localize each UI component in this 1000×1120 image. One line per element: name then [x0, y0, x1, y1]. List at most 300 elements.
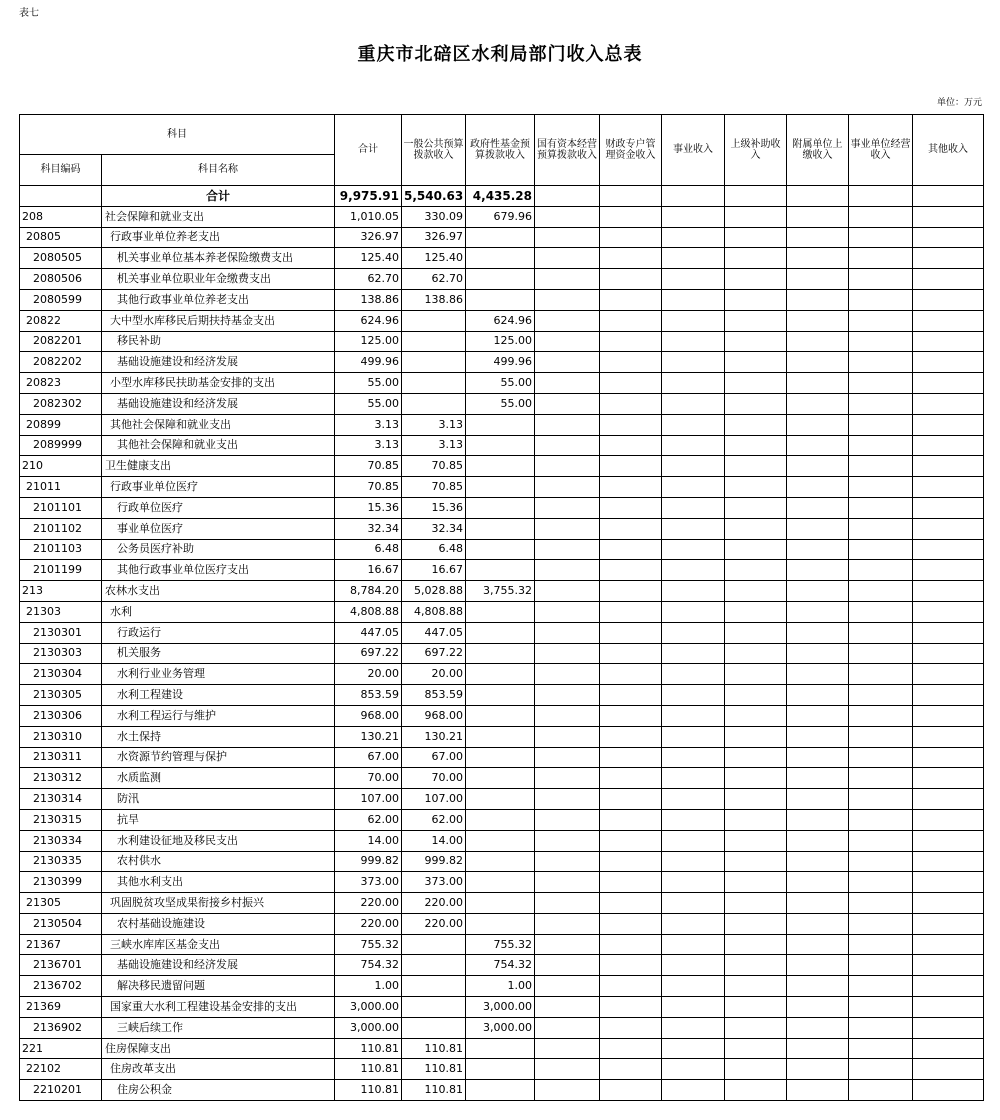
total-cell: 853.59: [335, 685, 402, 706]
name-cell: 农村基础设施建设: [102, 913, 335, 934]
empty-cell: [913, 414, 984, 435]
fund-cell: [466, 1038, 535, 1059]
empty-cell: [913, 997, 984, 1018]
name-cell: 基础设施建设和经济发展: [102, 955, 335, 976]
empty-cell: [787, 435, 849, 456]
empty-cell: [725, 809, 787, 830]
table-row: [20, 685, 984, 706]
empty-cell: [913, 373, 984, 394]
table-row: [20, 643, 984, 664]
total-cell: 4,808.88: [335, 601, 402, 622]
total-cell: 3.13: [335, 414, 402, 435]
fund-cell: 125.00: [466, 331, 535, 352]
code-cell: 2136702: [20, 976, 102, 997]
empty-cell: [600, 934, 662, 955]
empty-cell: [787, 622, 849, 643]
empty-cell: [535, 248, 600, 269]
code-cell: 2080505: [20, 248, 102, 269]
name-cell: 社会保障和就业支出: [102, 206, 335, 227]
table-row: [20, 248, 984, 269]
empty-cell: [725, 1017, 787, 1038]
fund-cell: [466, 477, 535, 498]
general-cell: [402, 997, 466, 1018]
empty-cell: [662, 872, 725, 893]
fund-cell: [466, 539, 535, 560]
code-cell: 2130301: [20, 622, 102, 643]
fund-cell: [466, 560, 535, 581]
empty-cell: [662, 809, 725, 830]
empty-cell: [600, 186, 662, 207]
total-cell: 107.00: [335, 789, 402, 810]
empty-cell: [725, 206, 787, 227]
general-cell: [402, 373, 466, 394]
empty-cell: [535, 685, 600, 706]
total-cell: 55.00: [335, 393, 402, 414]
empty-cell: [600, 685, 662, 706]
total-cell: 125.40: [335, 248, 402, 269]
name-cell: 机关事业单位基本养老保险缴费支出: [102, 248, 335, 269]
general-cell: 107.00: [402, 789, 466, 810]
empty-cell: [849, 934, 913, 955]
empty-cell: [600, 393, 662, 414]
empty-cell: [725, 518, 787, 539]
empty-cell: [913, 269, 984, 290]
table-row: [20, 435, 984, 456]
empty-cell: [662, 1038, 725, 1059]
empty-cell: [849, 747, 913, 768]
name-cell: 农林水支出: [102, 581, 335, 602]
empty-cell: [913, 747, 984, 768]
empty-cell: [849, 581, 913, 602]
empty-cell: [725, 893, 787, 914]
total-cell: 326.97: [335, 227, 402, 248]
empty-cell: [662, 539, 725, 560]
name-cell: 小型水库移民扶助基金安排的支出: [102, 373, 335, 394]
empty-cell: [600, 227, 662, 248]
empty-cell: [600, 1080, 662, 1101]
total-cell: 624.96: [335, 310, 402, 331]
empty-cell: [849, 997, 913, 1018]
total-cell: 373.00: [335, 872, 402, 893]
general-cell: [402, 976, 466, 997]
empty-cell: [725, 851, 787, 872]
empty-cell: [535, 352, 600, 373]
name-cell: 三峡水库库区基金支出: [102, 934, 335, 955]
empty-cell: [535, 851, 600, 872]
fund-cell: [466, 768, 535, 789]
empty-cell: [662, 1059, 725, 1080]
table-row: [20, 789, 984, 810]
code-cell: 2130306: [20, 705, 102, 726]
total-row: [20, 186, 984, 207]
header-state-capital: 国有资本经营预算拨款收入: [535, 115, 600, 186]
total-cell: 110.81: [335, 1038, 402, 1059]
code-cell: 2101101: [20, 497, 102, 518]
total-cell: 8,784.20: [335, 581, 402, 602]
general-cell: 3.13: [402, 414, 466, 435]
code-cell: 208: [20, 206, 102, 227]
empty-cell: [913, 726, 984, 747]
empty-cell: [535, 997, 600, 1018]
table-row: [20, 747, 984, 768]
empty-cell: [600, 705, 662, 726]
fund-cell: 499.96: [466, 352, 535, 373]
general-cell: [402, 955, 466, 976]
empty-cell: [787, 685, 849, 706]
empty-cell: [535, 186, 600, 207]
empty-cell: [787, 414, 849, 435]
general-cell: [402, 331, 466, 352]
table-row: [20, 414, 984, 435]
empty-cell: [662, 830, 725, 851]
fund-cell: [466, 518, 535, 539]
empty-cell: [913, 539, 984, 560]
empty-cell: [849, 539, 913, 560]
general-cell: 62.70: [402, 269, 466, 290]
empty-cell: [662, 768, 725, 789]
general-cell: 3.13: [402, 435, 466, 456]
empty-cell: [535, 872, 600, 893]
empty-cell: [725, 227, 787, 248]
empty-cell: [662, 747, 725, 768]
empty-cell: [787, 456, 849, 477]
empty-cell: [535, 830, 600, 851]
code-cell: 2136902: [20, 1017, 102, 1038]
empty-cell: [725, 352, 787, 373]
code-cell: 20805: [20, 227, 102, 248]
empty-cell: [849, 331, 913, 352]
fund-cell: [466, 830, 535, 851]
header-other: 其他收入: [913, 115, 984, 186]
empty-cell: [725, 872, 787, 893]
empty-cell: [535, 269, 600, 290]
empty-cell: [662, 518, 725, 539]
table-row: [20, 393, 984, 414]
general-cell: 14.00: [402, 830, 466, 851]
table-row: [20, 1059, 984, 1080]
empty-cell: [662, 643, 725, 664]
empty-cell: [913, 186, 984, 207]
general-cell: 968.00: [402, 705, 466, 726]
name-cell: 机关服务: [102, 643, 335, 664]
total-cell: 15.36: [335, 497, 402, 518]
empty-cell: [913, 872, 984, 893]
table-row: [20, 893, 984, 914]
fund-cell: [466, 747, 535, 768]
empty-cell: [600, 352, 662, 373]
empty-cell: [913, 248, 984, 269]
empty-cell: [535, 1059, 600, 1080]
empty-cell: [913, 560, 984, 581]
empty-cell: [787, 227, 849, 248]
empty-cell: [787, 352, 849, 373]
general-cell: 20.00: [402, 664, 466, 685]
empty-cell: [600, 289, 662, 310]
empty-cell: [913, 768, 984, 789]
empty-cell: [600, 310, 662, 331]
empty-cell: [787, 539, 849, 560]
total-cell: 62.70: [335, 269, 402, 290]
empty-cell: [725, 643, 787, 664]
empty-cell: [535, 976, 600, 997]
table-row: [20, 352, 984, 373]
empty-cell: [600, 373, 662, 394]
total-cell: 20.00: [335, 664, 402, 685]
empty-cell: [600, 955, 662, 976]
empty-cell: [913, 581, 984, 602]
fund-cell: [466, 872, 535, 893]
code-cell: 2080506: [20, 269, 102, 290]
fund-cell: [466, 705, 535, 726]
empty-cell: [662, 705, 725, 726]
empty-cell: [787, 809, 849, 830]
fund-cell: [466, 289, 535, 310]
general-cell: 220.00: [402, 893, 466, 914]
code-cell: 213: [20, 581, 102, 602]
empty-cell: [600, 851, 662, 872]
general-cell: 67.00: [402, 747, 466, 768]
total-cell: 138.86: [335, 289, 402, 310]
table-row: [20, 477, 984, 498]
empty-cell: [913, 809, 984, 830]
header-special: 财政专户管理资金收入: [600, 115, 662, 186]
empty-cell: [725, 581, 787, 602]
empty-cell: [913, 435, 984, 456]
empty-cell: [849, 393, 913, 414]
total-cell: 3,000.00: [335, 997, 402, 1018]
code-cell: 2130312: [20, 768, 102, 789]
code-cell: 2082202: [20, 352, 102, 373]
empty-cell: [849, 414, 913, 435]
table-row: [20, 768, 984, 789]
empty-cell: [535, 539, 600, 560]
empty-cell: [787, 934, 849, 955]
fund-cell: [466, 269, 535, 290]
empty-cell: [913, 893, 984, 914]
empty-cell: [787, 289, 849, 310]
total-cell: 70.85: [335, 477, 402, 498]
empty-cell: [535, 435, 600, 456]
empty-cell: [849, 872, 913, 893]
empty-cell: [535, 310, 600, 331]
empty-cell: [787, 186, 849, 207]
table-row: [20, 934, 984, 955]
fund-cell: [466, 414, 535, 435]
name-cell: 水质监测: [102, 768, 335, 789]
general-cell: 32.34: [402, 518, 466, 539]
page-title: 重庆市北碚区水利局部门收入总表: [357, 44, 643, 65]
empty-cell: [787, 664, 849, 685]
empty-cell: [662, 913, 725, 934]
empty-cell: [535, 934, 600, 955]
empty-cell: [662, 310, 725, 331]
empty-cell: [849, 497, 913, 518]
empty-cell: [787, 643, 849, 664]
total-cell: 110.81: [335, 1080, 402, 1101]
empty-cell: [849, 809, 913, 830]
empty-cell: [662, 456, 725, 477]
total-general: 5,540.63: [402, 186, 466, 207]
code-cell: 21369: [20, 997, 102, 1018]
name-cell: 行政事业单位医疗: [102, 477, 335, 498]
fund-cell: 55.00: [466, 393, 535, 414]
empty-cell: [662, 186, 725, 207]
header-subsidy: 上级补助收入: [725, 115, 787, 186]
empty-cell: [725, 976, 787, 997]
total-fund: 4,435.28: [466, 186, 535, 207]
general-cell: 447.05: [402, 622, 466, 643]
general-cell: 326.97: [402, 227, 466, 248]
table-row: [20, 289, 984, 310]
empty-cell: [725, 768, 787, 789]
code-cell: 2130315: [20, 809, 102, 830]
name-cell: 其他行政事业单位养老支出: [102, 289, 335, 310]
name-cell: 大中型水库移民后期扶持基金支出: [102, 310, 335, 331]
total-cell: 70.85: [335, 456, 402, 477]
total-cell: 697.22: [335, 643, 402, 664]
empty-cell: [662, 601, 725, 622]
empty-cell: [913, 331, 984, 352]
empty-cell: [600, 1017, 662, 1038]
general-cell: [402, 1017, 466, 1038]
empty-cell: [600, 560, 662, 581]
empty-cell: [913, 227, 984, 248]
empty-cell: [787, 269, 849, 290]
fund-cell: [466, 664, 535, 685]
empty-cell: [600, 789, 662, 810]
name-cell: 住房保障支出: [102, 1038, 335, 1059]
empty-cell: [535, 809, 600, 830]
empty-cell: [849, 643, 913, 664]
empty-cell: [787, 789, 849, 810]
name-cell: 住房公积金: [102, 1080, 335, 1101]
header-row-1: [20, 115, 984, 155]
name-cell: 水利行业业务管理: [102, 664, 335, 685]
fund-cell: [466, 851, 535, 872]
empty-cell: [849, 601, 913, 622]
empty-cell: [662, 414, 725, 435]
general-cell: 220.00: [402, 913, 466, 934]
table-row: [20, 560, 984, 581]
code-cell: 2101103: [20, 539, 102, 560]
empty-cell: [787, 705, 849, 726]
empty-cell: [787, 955, 849, 976]
name-cell: 基础设施建设和经济发展: [102, 352, 335, 373]
empty-cell: [662, 851, 725, 872]
total-label: 合计: [102, 186, 335, 207]
empty-cell: [849, 1038, 913, 1059]
code-cell: 2080599: [20, 289, 102, 310]
empty-cell: [535, 664, 600, 685]
empty-cell: [662, 269, 725, 290]
empty-cell: [787, 997, 849, 1018]
total-cell: 1.00: [335, 976, 402, 997]
empty-cell: [725, 435, 787, 456]
empty-cell: [913, 643, 984, 664]
empty-cell: [849, 227, 913, 248]
empty-cell: [787, 497, 849, 518]
general-cell: 330.09: [402, 206, 466, 227]
empty-cell: [725, 393, 787, 414]
empty-cell: [849, 955, 913, 976]
empty-cell: [849, 289, 913, 310]
table-row: [20, 872, 984, 893]
empty-cell: [913, 1059, 984, 1080]
empty-cell: [725, 331, 787, 352]
table-row: [20, 269, 984, 290]
table-row: [20, 664, 984, 685]
empty-cell: [662, 664, 725, 685]
empty-cell: [725, 560, 787, 581]
name-cell: 三峡后续工作: [102, 1017, 335, 1038]
empty-cell: [600, 601, 662, 622]
empty-cell: [535, 518, 600, 539]
code-cell: 2130310: [20, 726, 102, 747]
general-cell: 15.36: [402, 497, 466, 518]
empty-cell: [662, 289, 725, 310]
empty-cell: [535, 955, 600, 976]
empty-cell: [787, 893, 849, 914]
total-cell: 3,000.00: [335, 1017, 402, 1038]
empty-cell: [725, 414, 787, 435]
total-cell: 220.00: [335, 893, 402, 914]
empty-cell: [849, 851, 913, 872]
general-cell: [402, 934, 466, 955]
empty-cell: [913, 622, 984, 643]
total-cell: 968.00: [335, 705, 402, 726]
fund-cell: [466, 726, 535, 747]
table-row: [20, 622, 984, 643]
empty-cell: [535, 643, 600, 664]
code-cell: 2130314: [20, 789, 102, 810]
empty-cell: [913, 685, 984, 706]
empty-cell: [535, 1017, 600, 1038]
empty-cell: [787, 851, 849, 872]
empty-cell: [600, 518, 662, 539]
empty-cell: [662, 976, 725, 997]
empty-cell: [787, 581, 849, 602]
name-cell: 抗旱: [102, 809, 335, 830]
header-code: 科目编码: [20, 155, 102, 186]
code-cell: 2210201: [20, 1080, 102, 1101]
empty-cell: [849, 248, 913, 269]
total-cell: 499.96: [335, 352, 402, 373]
general-cell: 110.81: [402, 1080, 466, 1101]
total-cell: 67.00: [335, 747, 402, 768]
empty-cell: [600, 664, 662, 685]
empty-cell: [787, 976, 849, 997]
empty-cell: [535, 1080, 600, 1101]
name-cell: 水利工程运行与维护: [102, 705, 335, 726]
empty-cell: [849, 789, 913, 810]
empty-cell: [787, 601, 849, 622]
empty-cell: [849, 976, 913, 997]
table-row: [20, 1017, 984, 1038]
empty-cell: [787, 1059, 849, 1080]
empty-cell: [535, 477, 600, 498]
name-cell: 行政单位医疗: [102, 497, 335, 518]
empty-cell: [600, 809, 662, 830]
empty-cell: [787, 830, 849, 851]
table-row: [20, 581, 984, 602]
total-code-cell: [20, 186, 102, 207]
code-cell: 2082302: [20, 393, 102, 414]
empty-cell: [600, 893, 662, 914]
total-cell: 32.34: [335, 518, 402, 539]
empty-cell: [787, 518, 849, 539]
empty-cell: [849, 664, 913, 685]
fund-cell: [466, 248, 535, 269]
